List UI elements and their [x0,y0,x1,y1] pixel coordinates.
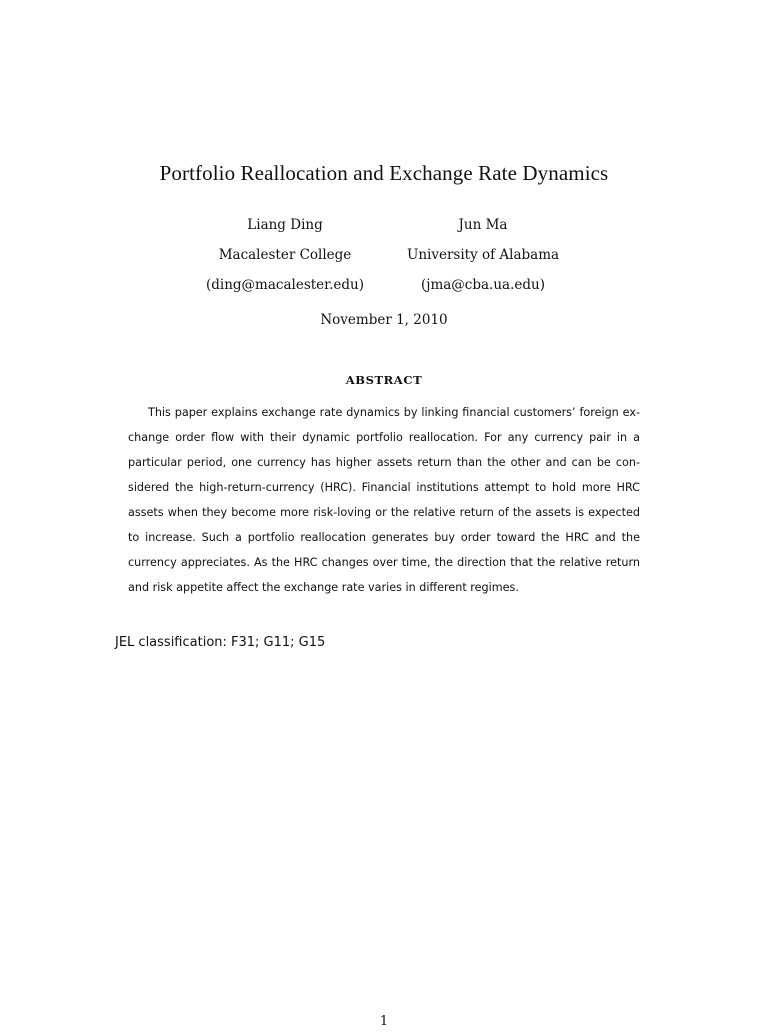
abstract-line: This paper explains exchange rate dynamics by linking financial customers’ foreign ex- [148,406,640,419]
jel-classification: JEL classification: F31; G11; G15 [115,635,326,650]
author-2 [363,214,603,304]
abstract-heading: ABSTRACT [345,373,423,387]
abstract-line: particular period, one currency has higher assets return than the other and can be con- [128,456,640,469]
paper-date: November 1, 2010 [320,312,448,328]
author-name: Liang Ding [247,217,323,233]
author-email: (jma@cba.ua.edu) [421,277,545,293]
author-affiliation: University of Alabama [406,247,560,263]
abstract-line: to increase. Such a portfolio reallocation generates buy order toward the HRC and the [128,531,640,544]
abstract-line: change order flow with their dynamic portfolio reallocation. For any currency pair in a [128,431,640,444]
abstract-body [128,400,640,600]
abstract-line: and risk appetite affect the exchange rate varies in different regimes. [128,581,519,594]
paper-title: Portfolio Reallocation and Exchange Rate Dynamics [159,161,609,185]
page-number: 1 [379,1014,389,1029]
abstract-line: currency appreciates. As the HRC changes over time, the direction that the relative return [128,556,640,569]
author-affiliation: Macalester College [218,247,352,263]
author-email: (ding@macalester.edu) [205,277,365,293]
author-name: Jun Ma [458,217,508,233]
abstract-line: sidered the high-return-currency (HRC). Financial institutions attempt to hold more HRC [128,481,640,494]
abstract-line: assets when they become more risk-loving or the relative return of the assets is expected [128,506,640,519]
